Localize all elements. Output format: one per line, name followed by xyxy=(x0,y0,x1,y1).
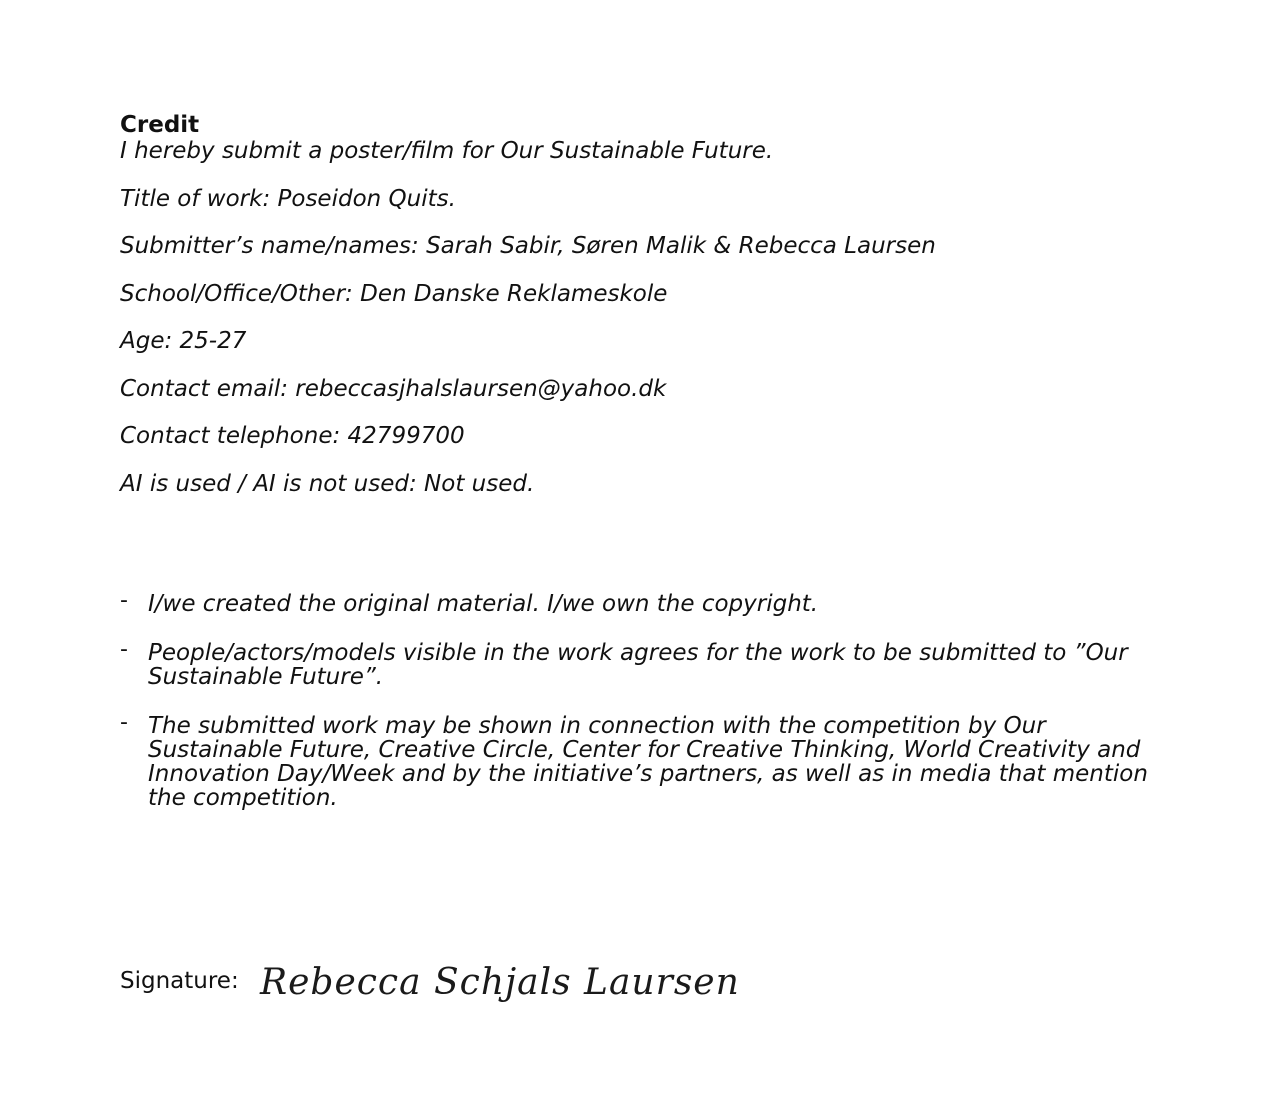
field-school-office-other: School/Office/Other: Den Danske Reklameskole xyxy=(120,280,668,307)
declarations-list xyxy=(120,588,1180,835)
dash-bullet: - xyxy=(120,588,128,613)
dash-bullet: - xyxy=(120,710,128,735)
signature-name: Rebecca Schjals Laursen xyxy=(260,962,740,1003)
field-contact-email: Contact email: rebeccasjhalslaursen@yahoo.dk xyxy=(120,375,667,402)
field-submitter-names: Submitter’s name/names: Sarah Sabir, Søren Malik & Rebecca Laursen xyxy=(120,233,936,259)
declaration-text: The submitted work may be shown in connection with the competition by Our Sustainable Future, Creative Circle, Center for Creative Thinking, World Creativity and Innovation Day/Week and by the initiative’s partners, as well as in media that mention the competition. xyxy=(148,713,1148,811)
intro-statement: I hereby submit a poster/film for Our Sustainable Future. xyxy=(120,138,774,164)
field-contact-telephone: Contact telephone: 42799700 xyxy=(120,423,465,449)
declaration-text: People/actors/models visible in the work agrees for the work to be submitted to ”Our Sustainable Future”. xyxy=(148,640,1128,690)
signature-label: Signature: xyxy=(120,968,239,994)
dash-bullet: - xyxy=(120,637,128,662)
field-title-of-work: Title of work: Poseidon Quits. xyxy=(120,185,456,212)
declaration-text: I/we created the original material. I/we own the copyright. xyxy=(148,591,819,617)
handwritten-signature xyxy=(256,960,740,1020)
field-age: Age: 25-27 xyxy=(120,328,247,354)
declaration-item xyxy=(120,637,1180,690)
credit-section xyxy=(120,112,1180,497)
field-ai-usage: AI is used / AI is not used: Not used. xyxy=(120,470,535,497)
credit-heading: Credit xyxy=(120,112,200,138)
signature-row xyxy=(120,960,820,1020)
declaration-item xyxy=(120,588,1180,617)
declaration-item xyxy=(120,710,1180,811)
